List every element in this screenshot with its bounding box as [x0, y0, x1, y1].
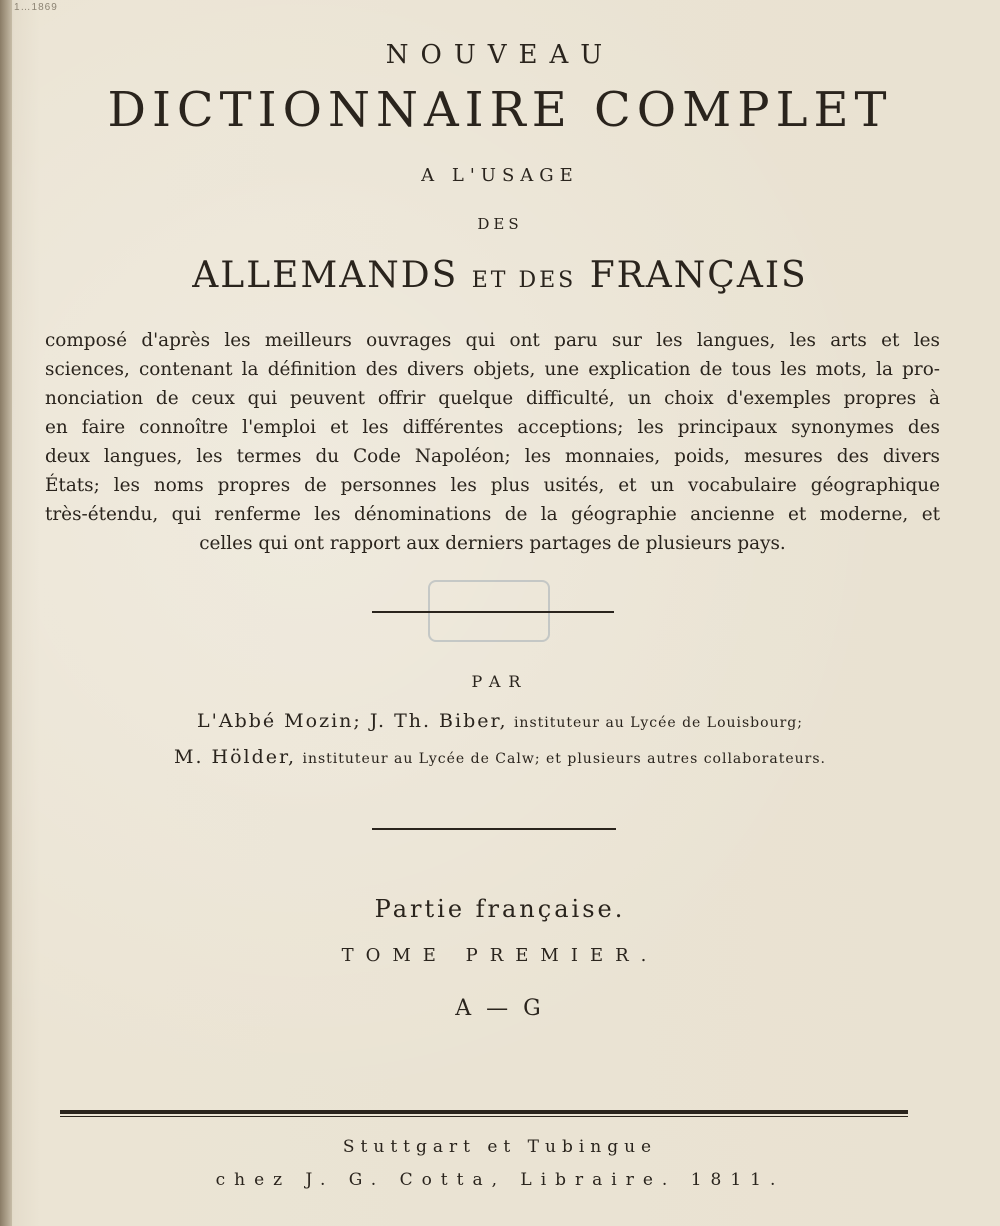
title-line-des: DES: [477, 215, 523, 233]
author-role: instituteur au Lycée de Louisbourg;: [513, 715, 803, 731]
author-role: instituteur au Lycée de Calw; et plusieurs autres collaborateurs.: [302, 751, 826, 767]
title-line-allemands-francais: [0, 255, 1000, 296]
title-line-nouveau: NOUVEAU: [385, 40, 615, 70]
description-line: en faire connoître l'emploi et les différentes acceptions; les principaux synonymes des: [45, 417, 940, 438]
partie-label: Partie française.: [374, 895, 626, 923]
description-line: sciences, contenant la définition des divers objets, une explication de tous les mots, la pro-: [45, 359, 940, 380]
title-francais: FRANÇAIS: [589, 255, 808, 296]
title-line-dictionnaire: DICTIONNAIRE COMPLET: [107, 82, 893, 138]
description-line: très-étendu, qui renferme les dénominations de la géographie ancienne et moderne, et: [45, 504, 940, 525]
description-line: États; les noms propres de personnes les plus usités, et un vocabulaire géographique: [45, 475, 940, 496]
authors-line-2: [0, 746, 1000, 768]
volume-range: A — G: [455, 996, 545, 1021]
description-line: composé d'après les meilleurs ouvrages qui ont paru sur les langues, les arts et les: [45, 330, 940, 351]
authors-line-1: [0, 710, 1000, 732]
divider-rule: [372, 611, 614, 613]
author-names: L'Abbé Mozin; J. Th. Biber,: [197, 710, 508, 732]
description-paragraph: [45, 326, 940, 558]
description-line: celles qui ont rapport aux derniers partages de plusieurs pays.: [199, 533, 786, 554]
divider-rule: [372, 828, 616, 830]
title-allemands: ALLEMANDS: [192, 255, 459, 296]
imprint-rule-thin: [60, 1116, 908, 1117]
imprint-publisher: chez J. G. Cotta, Libraire. 1811.: [215, 1170, 785, 1190]
title-line-usage: A L'USAGE: [421, 165, 579, 186]
imprint-city: Stuttgart et Tubingue: [342, 1137, 658, 1157]
par-label: PAR: [471, 672, 529, 691]
description-line: deux langues, les termes du Code Napoléon; les monnaies, poids, mesures des divers: [45, 446, 940, 467]
library-stamp-id: 1…1869: [14, 2, 58, 13]
imprint-rule: [60, 1110, 908, 1114]
title-et-des: ET DES: [471, 268, 577, 293]
tome-label: TOME PREMIER.: [341, 945, 659, 966]
author-name: M. Hölder,: [174, 746, 297, 768]
description-line: nonciation de ceux qui peuvent offrir quelque difficulté, un choix d'exemples propres à: [45, 388, 940, 409]
